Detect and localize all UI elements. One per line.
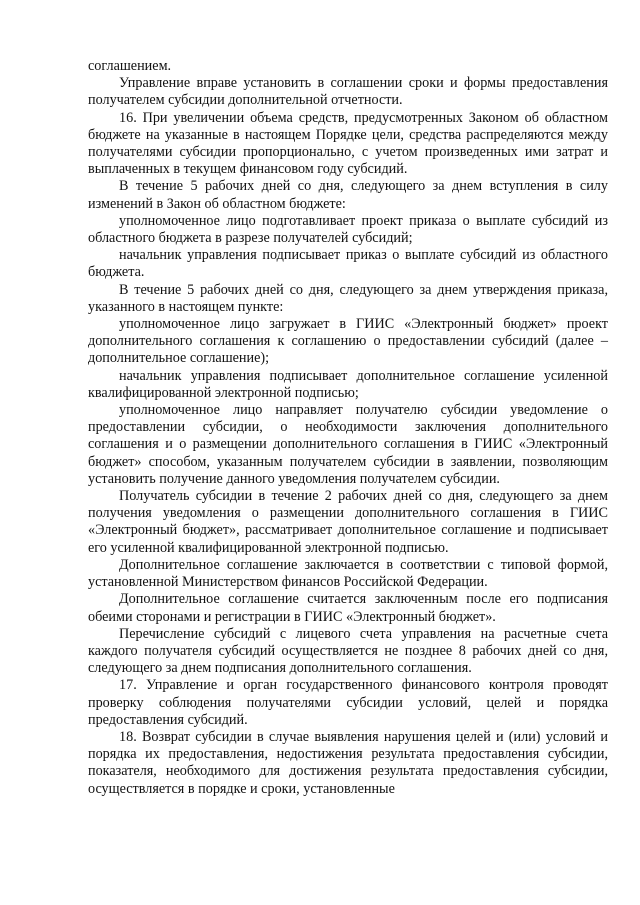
paragraph: уполномоченное лицо направляет получателю субсидии уведомление о предоставлении субсидии, о необходимости заключения дополнительного соглашения и о размещении дополнительного соглашения в ГИИС «Электронный бюджет» способом, указанным получателем субсидии в заявлении, позволяющим установить получение данного уведомления получателем субсидии. bbox=[88, 402, 608, 487]
document-page bbox=[88, 58, 608, 798]
paragraph: Перечисление субсидий с лицевого счета управления на расчетные счета каждого получателя субсидий осуществляется не позднее 8 рабочих дней со дня, следующего за днем подписания дополнительного соглашения. bbox=[88, 625, 608, 677]
paragraph: Получатель субсидии в течение 2 рабочих дней со дня, следующего за днем получения уведомления о размещении дополнительного соглашения в ГИИС «Электронный бюджет», рассматривает дополнительное соглашение и подписывает его усиленной квалифицированной электронной подписью. bbox=[88, 488, 608, 556]
paragraph: 18. Возврат субсидии в случае выявления нарушения целей и (или) условий и порядка их предоставления, недостижения результата предоставления субсидии, показателя, необходимого для достижения результата предоставления субсидии, осуществляется в порядке и сроки, установленные bbox=[88, 728, 608, 797]
paragraph: уполномоченное лицо загружает в ГИИС «Электронный бюджет» проект дополнительного соглашения к соглашению о предоставлении субсидий (далее – дополнительное соглашение); bbox=[88, 316, 608, 367]
paragraph: уполномоченное лицо подготавливает проект приказа о выплате субсидий из областного бюджета в разрезе получателей субсидий; bbox=[88, 212, 608, 247]
paragraph: Дополнительное соглашение считается заключенным после его подписания обеими сторонами и регистрации в ГИИС «Электронный бюджет». bbox=[88, 591, 608, 625]
paragraph: В течение 5 рабочих дней со дня, следующего за днем вступления в силу изменений в Закон об областном бюджете: bbox=[88, 178, 608, 212]
paragraph: Управление вправе установить в соглашении сроки и формы предоставления получателем субсидии дополнительной отчетности. bbox=[88, 75, 608, 109]
paragraph: 16. При увеличении объема средств, предусмотренных Законом об областном бюджете на указанные в настоящем Порядке цели, средства распределяются между получателями субсидии пропорционально, с учетом произведенных ими затрат и выплаченных в текущем финансовом году субсидий. bbox=[88, 109, 608, 178]
paragraph: В течение 5 рабочих дней со дня, следующего за днем утверждения приказа, указанного в настоящем пункте: bbox=[88, 281, 608, 315]
paragraph: 17. Управление и орган государственного финансового контроля проводят проверку соблюдения получателями субсидии условий, целей и порядка предоставления субсидий. bbox=[88, 677, 608, 728]
paragraph: соглашением. bbox=[88, 58, 172, 74]
paragraph: Дополнительное соглашение заключается в соответствии с типовой формой, установленной Министерством финансов Российской Федерации. bbox=[88, 556, 608, 591]
paragraph: начальник управления подписывает дополнительное соглашение усиленной квалифицированной электронной подписью; bbox=[88, 367, 608, 401]
paragraph: начальник управления подписывает приказ о выплате субсидий из областного бюджета. bbox=[88, 247, 608, 281]
